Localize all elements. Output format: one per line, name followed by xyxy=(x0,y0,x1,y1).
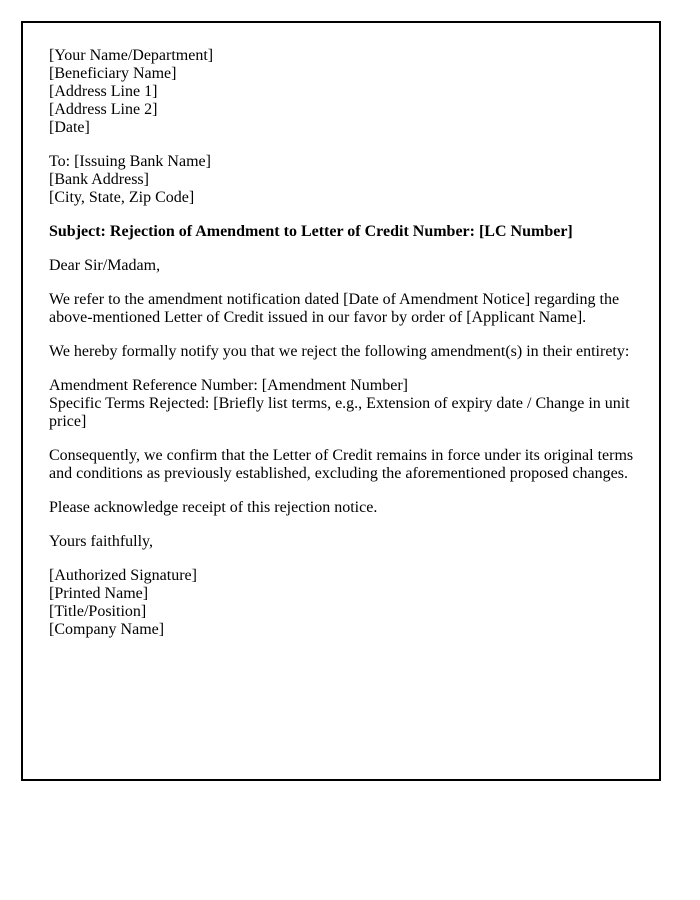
recipient-block xyxy=(49,153,635,207)
letter-document xyxy=(21,21,661,781)
amendment-details-block xyxy=(49,377,635,431)
subject-line: Subject: Rejection of Amendment to Letter of Credit Number: [LC Number] xyxy=(49,223,573,240)
sender-block xyxy=(49,47,635,137)
specific-terms-rejected: Specific Terms Rejected: [Briefly list terms, e.g., Extension of expiry date / Change in unit price] xyxy=(49,395,630,430)
sender-beneficiary-name: [Beneficiary Name] xyxy=(49,65,177,82)
paragraph-reference: We refer to the amendment notification dated [Date of Amendment Notice] regarding the above-mentioned Letter of Credit issued in our favor by order of [Applicant Name]. xyxy=(49,291,620,326)
paragraph-rejection-notice: We hereby formally notify you that we reject the following amendment(s) in their entirety: xyxy=(49,343,630,360)
amendment-reference-number: Amendment Reference Number: [Amendment Number] xyxy=(49,377,408,394)
letter-date: [Date] xyxy=(49,119,90,136)
closing: Yours faithfully, xyxy=(49,533,154,550)
salutation: Dear Sir/Madam, xyxy=(49,257,161,274)
printed-name: [Printed Name] xyxy=(49,585,149,602)
paragraph-confirmation: Consequently, we confirm that the Letter of Credit remains in force under its original terms and conditions as previously established, excluding the aforementioned proposed changes. xyxy=(49,447,634,482)
signature-block xyxy=(49,567,635,639)
recipient-bank-name: To: [Issuing Bank Name] xyxy=(49,153,211,170)
sender-address-line-1: [Address Line 1] xyxy=(49,83,158,100)
company-name: [Company Name] xyxy=(49,621,165,638)
sender-name-department: [Your Name/Department] xyxy=(49,47,214,64)
letter-body xyxy=(49,47,635,639)
authorized-signature: [Authorized Signature] xyxy=(49,567,197,584)
recipient-city-state-zip: [City, State, Zip Code] xyxy=(49,189,195,206)
paragraph-acknowledgement: Please acknowledge receipt of this rejection notice. xyxy=(49,499,378,516)
sender-address-line-2: [Address Line 2] xyxy=(49,101,158,118)
title-position: [Title/Position] xyxy=(49,603,147,620)
recipient-bank-address: [Bank Address] xyxy=(49,171,149,188)
